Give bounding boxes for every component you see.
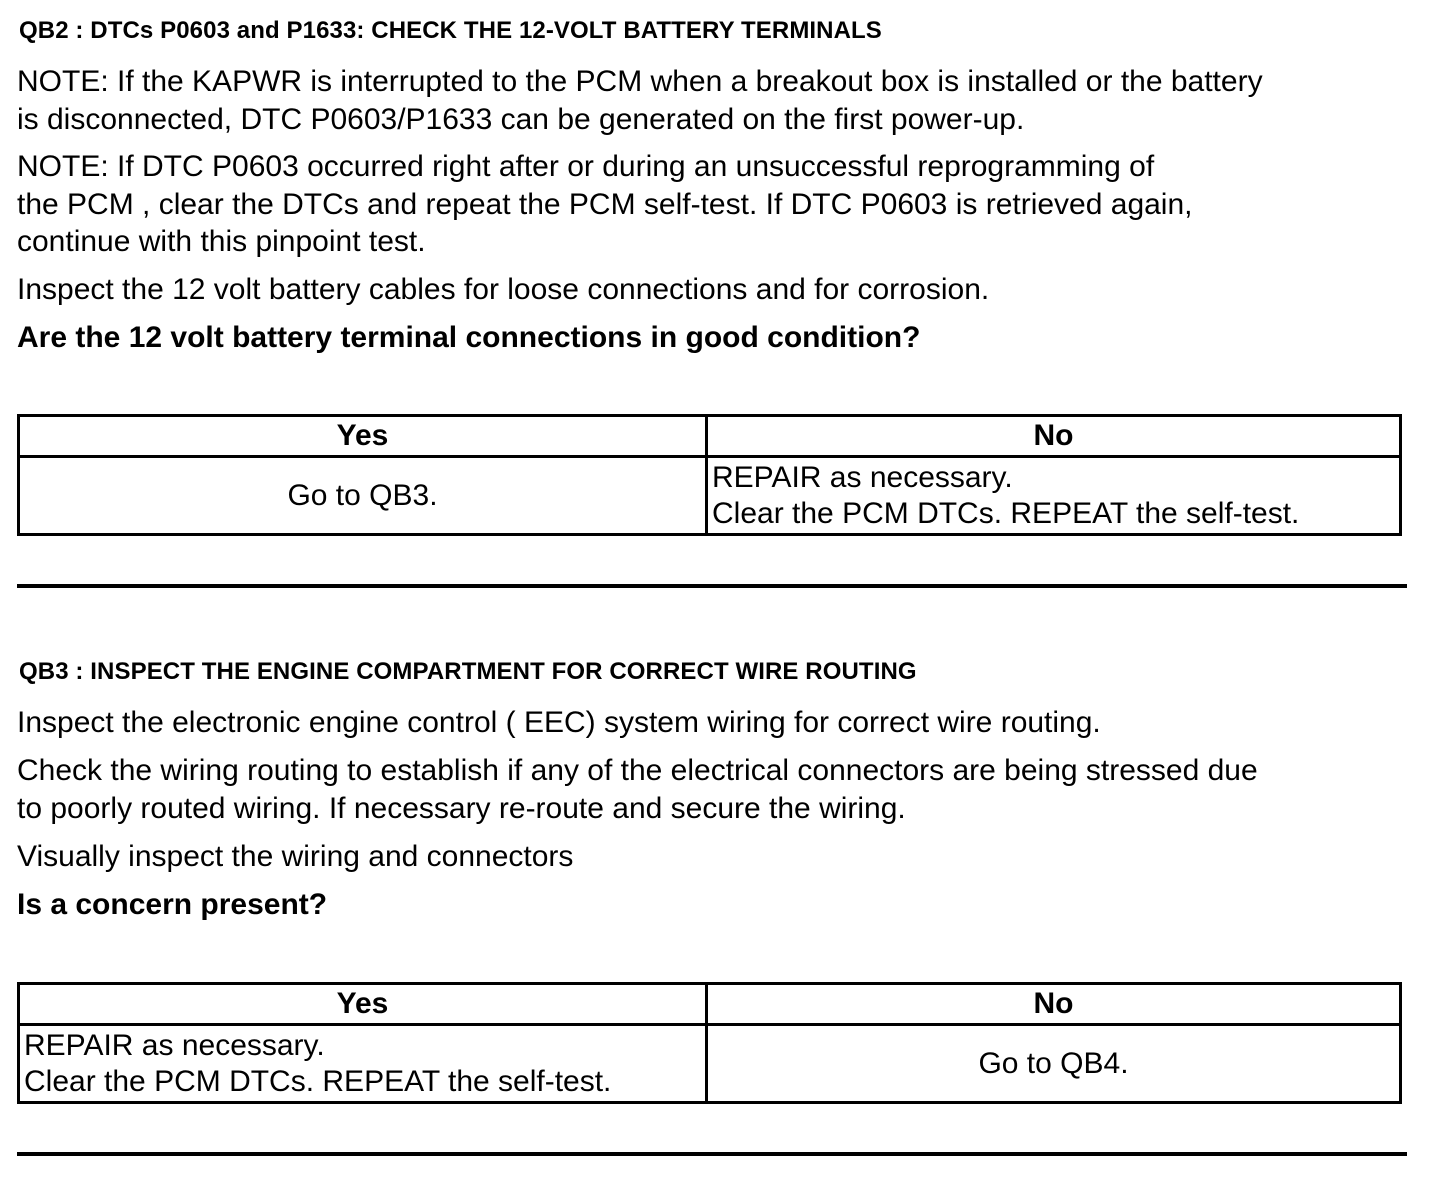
qb2-question: Are the 12 volt battery terminal connections in good condition? — [17, 321, 921, 354]
qb2-result-table — [17, 414, 1402, 536]
section-divider — [17, 584, 1407, 588]
qb2-note-kapwr — [17, 63, 1263, 138]
no-column-header: No — [707, 984, 1401, 1025]
text-line: to poorly routed wiring. If necessary re-route and secure the wiring. — [17, 791, 906, 825]
qb3-heading: QB3 : INSPECT THE ENGINE COMPARTMENT FOR CORRECT WIRE ROUTING — [19, 658, 917, 685]
qb2-instruction: Inspect the 12 volt battery cables for loose connections and for corrosion. — [17, 273, 990, 306]
result-line: Clear the PCM DTCs. REPEAT the self-test. — [24, 1064, 612, 1098]
section-divider — [17, 1152, 1407, 1156]
text-line: Check the wiring routing to establish if any of the electrical connectors are being stressed due — [17, 754, 1258, 787]
qb3-instruction-visual: Visually inspect the wiring and connectors — [17, 840, 574, 873]
result-line: REPAIR as necessary. — [24, 1028, 325, 1062]
qb2-yes-result — [19, 457, 707, 535]
result-line: REPAIR as necessary. — [712, 460, 1013, 494]
qb2-note-reprogramming — [17, 148, 1193, 261]
result-line: Clear the PCM DTCs. REPEAT the self-test. — [712, 496, 1300, 530]
qb3-result-table — [17, 982, 1402, 1104]
text-line: is disconnected, DTC P0603/P1633 can be generated on the first power-up. — [17, 102, 1025, 136]
yes-column-header: Yes — [19, 984, 707, 1025]
qb2-heading: QB2 : DTCs P0603 and P1633: CHECK THE 12-VOLT BATTERY TERMINALS — [19, 17, 882, 44]
result-line: Go to QB3. — [287, 478, 438, 512]
qb2-no-result — [707, 457, 1401, 535]
text-line: NOTE: If DTC P0603 occurred right after or during an unsuccessful reprogramming of — [17, 150, 1155, 183]
yes-column-header: Yes — [19, 416, 707, 457]
result-line: Go to QB4. — [978, 1046, 1129, 1080]
text-line: NOTE: If the KAPWR is interrupted to the PCM when a breakout box is installed or the battery — [17, 65, 1263, 98]
text-line: continue with this pinpoint test. — [17, 225, 426, 258]
text-line: the PCM , clear the DTCs and repeat the PCM self-test. If DTC P0603 is retrieved again, — [17, 187, 1193, 221]
qb3-no-result — [707, 1025, 1401, 1103]
qb3-yes-result — [19, 1025, 707, 1103]
qb3-question: Is a concern present? — [17, 888, 328, 921]
qb3-instruction-routing — [17, 752, 1258, 827]
qb3-instruction-inspect: Inspect the electronic engine control ( EEC) system wiring for correct wire routing. — [17, 706, 1101, 739]
no-column-header: No — [707, 416, 1401, 457]
